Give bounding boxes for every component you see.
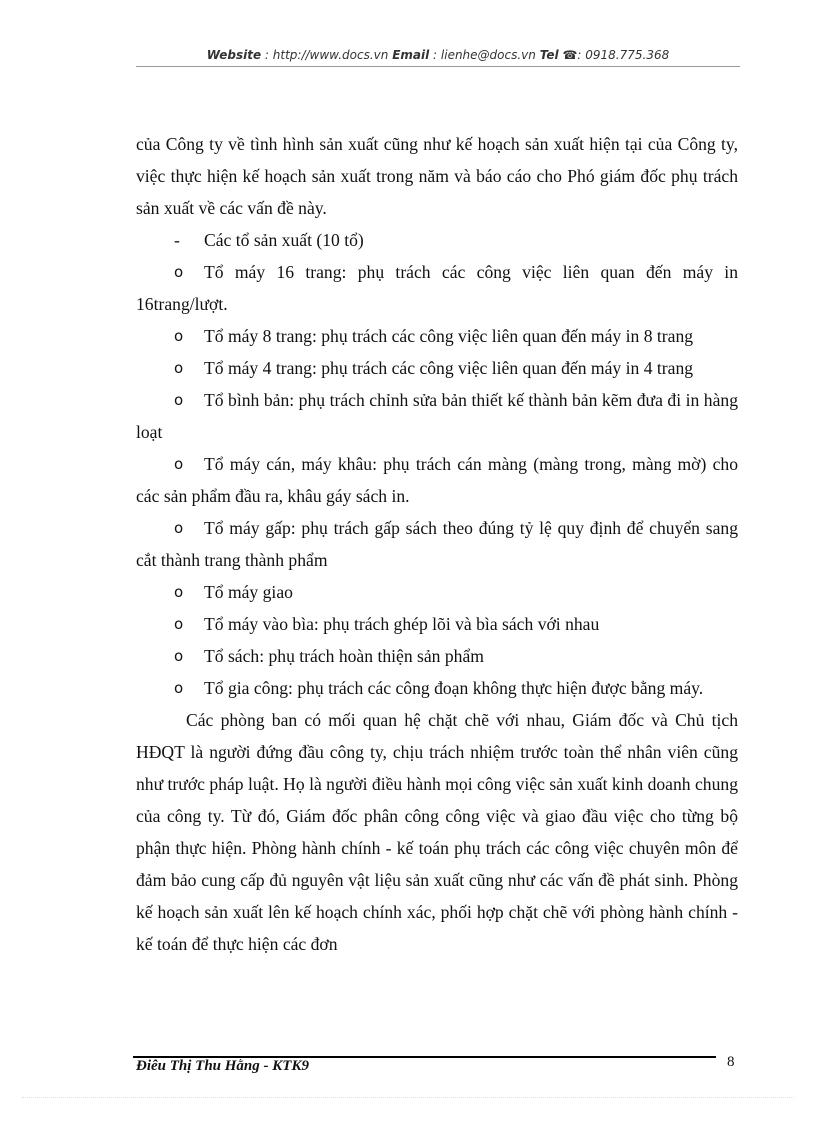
list-item bbox=[136, 352, 738, 384]
circle-bullet: o bbox=[174, 263, 184, 281]
footer-author: Điêu Thị Thu Hằng - KTK9 bbox=[136, 1058, 309, 1074]
closing-paragraph: Các phòng ban có mối quan hệ chặt chẽ với nhau, Giám đốc và Chủ tịch HĐQT là người đứng đầu công ty, chịu trách nhiệm trước toàn thể nhân viên cũng như trước pháp luật. Họ là người điều hành mọi công việc sản xuất kinh doanh chung của công ty. Từ đó, Giám đốc phân công công việc và giao đầu việc cho từng bộ phận thực hiện. Phòng hành chính - kế toán phụ trách các công việc chuyên môn để đảm bảo cung cấp đủ nguyên vật liệu sản xuất cũng như các vấn đề phát sinh. Phòng kế hoạch sản xuất lên kế hoạch chính xác, phối hợp chặt chẽ với phòng hành chính - kế toán để thực hiện các đơn bbox=[136, 710, 738, 954]
website-label: Website bbox=[206, 48, 262, 62]
list-item bbox=[136, 640, 738, 672]
list-item bbox=[136, 608, 738, 640]
list-item-text: Tổ máy cán, máy khâu: phụ trách cán màng (màng trong, màng mờ) cho các sản phẩm đầu ra, khâu gáy sách in. bbox=[136, 454, 738, 506]
circle-bullet: o bbox=[174, 583, 184, 601]
email-label: Email bbox=[392, 48, 430, 62]
list-item-text: Các tổ sản xuất (10 tổ) bbox=[204, 230, 364, 250]
website-value: : http://www.docs.vn bbox=[264, 48, 389, 62]
list-item-text: Tổ máy gấp: phụ trách gấp sách theo đúng tỷ lệ quy định để chuyển sang cắt thành trang thành phẩm bbox=[136, 518, 738, 570]
circle-bullet: o bbox=[174, 519, 184, 537]
phone-icon: ☎ bbox=[562, 48, 578, 62]
list-item bbox=[136, 576, 738, 608]
dash-bullet: - bbox=[174, 230, 180, 250]
circle-bullet: o bbox=[174, 455, 184, 473]
circle-bullet: o bbox=[174, 647, 184, 665]
page-bottom-dotted-line bbox=[22, 1097, 794, 1098]
document-body bbox=[136, 128, 738, 960]
circle-bullet: o bbox=[174, 327, 184, 345]
header-divider bbox=[136, 66, 740, 67]
list-item bbox=[136, 320, 738, 352]
page-number: 8 bbox=[727, 1054, 735, 1070]
list-item-text: Tổ máy vào bìa: phụ trách ghép lõi và bìa sách với nhau bbox=[204, 614, 600, 634]
list-item bbox=[136, 384, 738, 448]
circle-bullet: o bbox=[174, 679, 184, 697]
tel-label: Tel bbox=[539, 48, 559, 62]
list-item bbox=[136, 256, 738, 320]
list-item-text: Tổ sách: phụ trách hoàn thiện sản phẩm bbox=[204, 646, 484, 666]
circle-bullet: o bbox=[174, 359, 184, 377]
circle-bullet: o bbox=[174, 615, 184, 633]
list-item-production-teams bbox=[136, 224, 738, 256]
list-item bbox=[136, 512, 738, 576]
list-item-text: Tổ bình bản: phụ trách chỉnh sửa bản thiết kế thành bản kẽm đưa đi in hàng loạt bbox=[136, 390, 738, 442]
page-header bbox=[136, 48, 740, 62]
tel-value: : 0918.775.368 bbox=[577, 48, 670, 62]
circle-bullet: o bbox=[174, 391, 184, 409]
list-item bbox=[136, 672, 738, 704]
list-item bbox=[136, 448, 738, 512]
team-list bbox=[136, 256, 738, 704]
email-value: : lienhe@docs.vn bbox=[433, 48, 536, 62]
list-item-text: Tổ máy giao bbox=[204, 582, 293, 602]
list-item-text: Tổ máy 16 trang: phụ trách các công việc liên quan đến máy in 16trang/lượt. bbox=[136, 262, 738, 314]
intro-paragraph: của Công ty về tình hình sản xuất cũng như kế hoạch sản xuất hiện tại của Công ty, việc thực hiện kế hoạch sản xuất trong năm và báo cáo cho Phó giám đốc phụ trách sản xuất về các vấn đề này. bbox=[136, 134, 738, 218]
list-item-text: Tổ máy 8 trang: phụ trách các công việc liên quan đến máy in 8 trang bbox=[204, 326, 694, 346]
list-item-text: Tổ máy 4 trang: phụ trách các công việc liên quan đến máy in 4 trang bbox=[204, 358, 694, 378]
list-item-text: Tổ gia công: phụ trách các công đoạn không thực hiện được bằng máy. bbox=[204, 678, 704, 698]
